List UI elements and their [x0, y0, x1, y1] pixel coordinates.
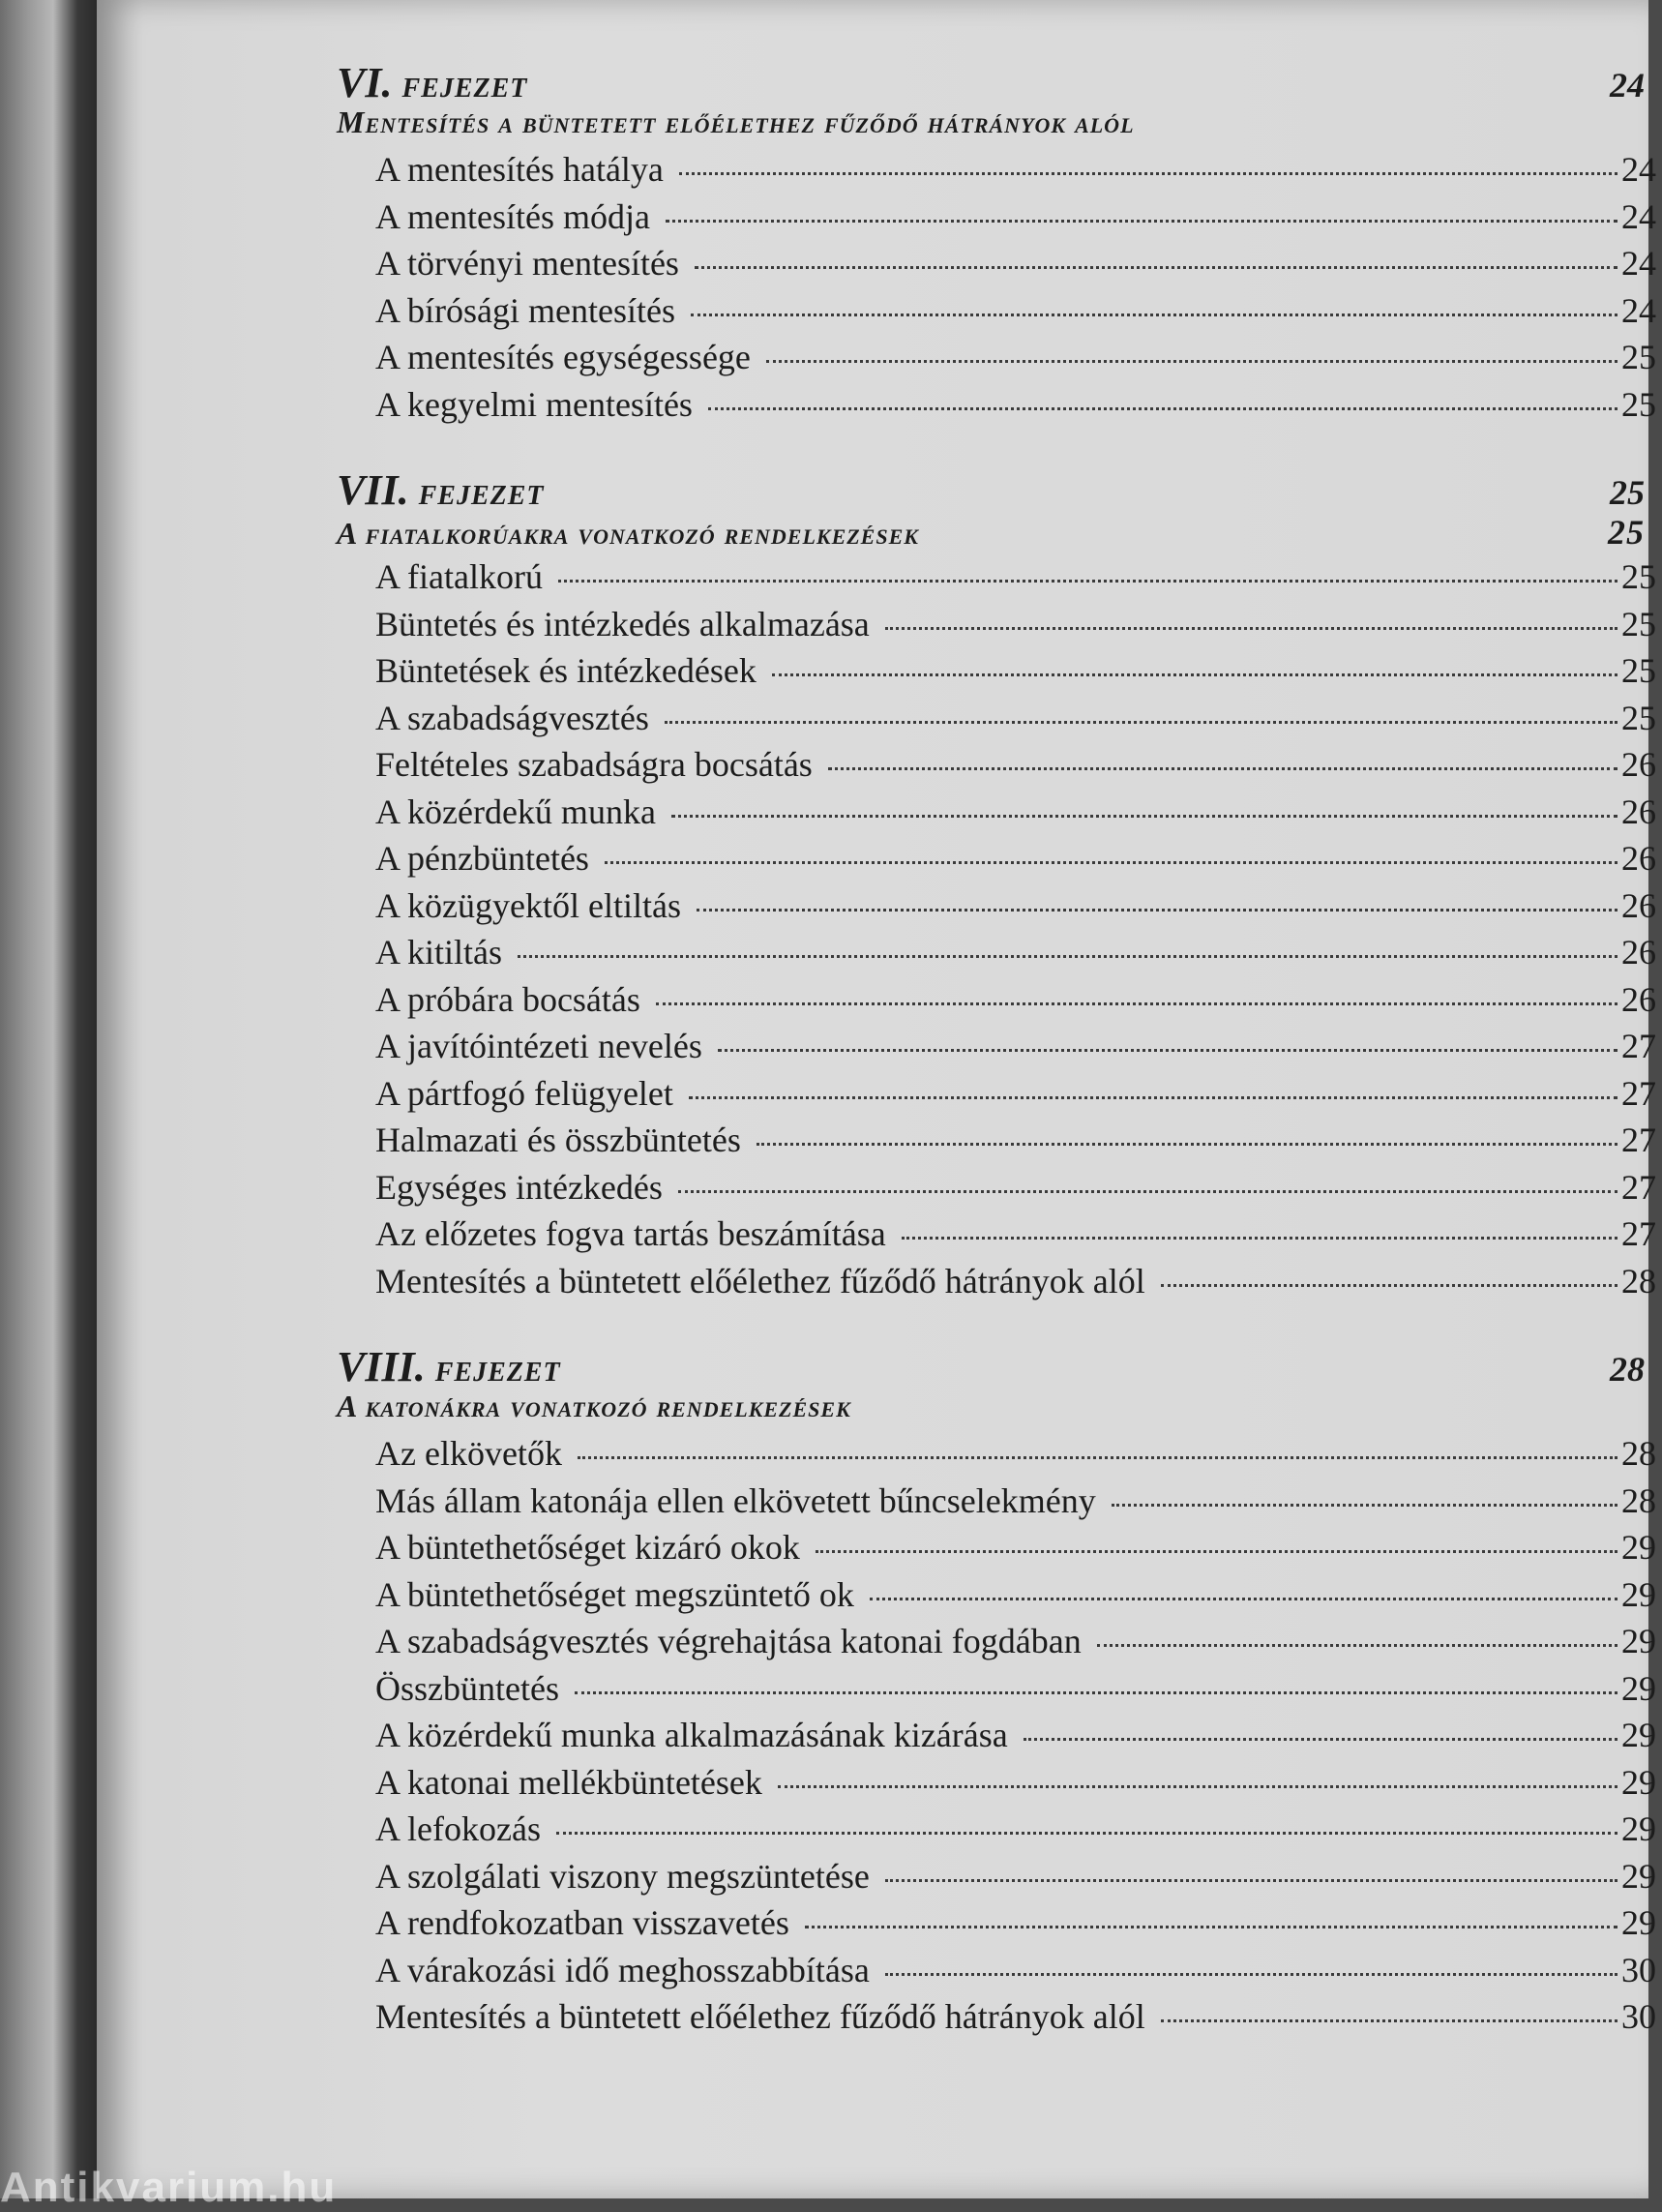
- entry-label: A kitiltás: [375, 933, 503, 971]
- toc-entry: [375, 1213, 1662, 1261]
- entry-list: [337, 149, 1662, 431]
- dot-leader: [1024, 1738, 1617, 1741]
- entry-page-number: 26: [1621, 933, 1656, 971]
- chapter-page-number: 24: [1610, 66, 1645, 105]
- toc-entry: [375, 1668, 1662, 1716]
- entry-page-number: 26: [1621, 745, 1656, 784]
- entry-label: A pártfogó felügyelet: [375, 1073, 673, 1113]
- toc-entry: [375, 1480, 1662, 1528]
- entry-label: A szolgálati viszony megszüntetése: [375, 1856, 870, 1896]
- entry-list: [337, 1433, 1662, 2044]
- entry-page-number: 30: [1621, 1997, 1656, 2036]
- toc-entry: [375, 604, 1662, 651]
- entry-label: A törvényi mentesítés: [375, 244, 679, 283]
- entry-label: Összbüntetés: [375, 1668, 559, 1708]
- dot-leader: [1097, 1644, 1617, 1647]
- entry-page-number: 29: [1621, 1809, 1656, 1848]
- toc-entry: [375, 792, 1662, 839]
- dot-leader: [518, 955, 1617, 958]
- dot-leader: [718, 1049, 1617, 1052]
- entry-label: Más állam katonája ellen elkövetett bűncselekmény: [375, 1480, 1096, 1520]
- dot-leader: [556, 1832, 1617, 1835]
- toc-entry: [375, 196, 1662, 244]
- dot-leader: [870, 1598, 1617, 1600]
- entry-page-number: 26: [1621, 979, 1656, 1019]
- chapter-heading: [337, 58, 1662, 105]
- chapter-title-row: [337, 105, 1662, 149]
- entry-label: A várakozási idő meghosszabbítása: [375, 1950, 870, 1989]
- dot-leader: [757, 1143, 1617, 1146]
- entry-label: Büntetés és intézkedés alkalmazása: [375, 604, 870, 643]
- dot-leader: [605, 861, 1617, 864]
- entry-page-number: 24: [1621, 196, 1656, 236]
- toc-entry: [375, 556, 1662, 604]
- entry-label: A mentesítés módja: [375, 196, 650, 236]
- entry-page-number: 25: [1621, 651, 1656, 690]
- watermark-text: Antikvarium.hu: [0, 2164, 338, 2211]
- dot-leader: [689, 1096, 1617, 1099]
- entry-page-number: 29: [1621, 1762, 1656, 1802]
- dot-leader: [578, 1456, 1617, 1459]
- entry-label: Büntetések és intézkedések: [375, 651, 757, 690]
- dot-leader: [828, 767, 1617, 770]
- dot-leader: [697, 909, 1617, 912]
- dot-leader: [1161, 2019, 1617, 2022]
- chapter-title: A fiatalkorúakra vonatkozó rendelkezések: [337, 516, 919, 551]
- entry-page-number: 29: [1621, 1716, 1656, 1754]
- toc-entry: [375, 1621, 1662, 1668]
- table-of-contents: [337, 58, 1662, 2078]
- entry-label: A büntethetőséget megszüntető ok: [375, 1574, 854, 1614]
- toc-entry: [375, 1950, 1662, 1997]
- entry-label: A katonai mellékbüntetések: [375, 1762, 762, 1802]
- entry-page-number: 29: [1621, 1903, 1656, 1942]
- book-spine: [0, 0, 97, 2198]
- entry-label: A közérdekű munka alkalmazásának kizárása: [375, 1716, 1008, 1754]
- dot-leader: [656, 1002, 1617, 1005]
- toc-entry: [375, 1073, 1662, 1121]
- entry-label: Mentesítés a büntetett előélethez fűződő hátrányok alól: [375, 1997, 1145, 2036]
- entry-label: A büntethetőséget kizáró okok: [375, 1528, 800, 1567]
- dot-leader: [772, 673, 1617, 676]
- dot-leader: [816, 1550, 1617, 1553]
- entry-page-number: 29: [1621, 1622, 1656, 1660]
- chapter-section: [337, 58, 1662, 431]
- entry-page-number: 25: [1621, 557, 1656, 596]
- chapter-word: FEJEZET: [418, 481, 545, 511]
- entry-label: Mentesítés a büntetett előélethez fűződő hátrányok alól: [375, 1261, 1145, 1300]
- entry-page-number: 27: [1621, 1073, 1656, 1113]
- entry-page-number: 26: [1621, 839, 1656, 878]
- toc-entry: [375, 1902, 1662, 1950]
- toc-entry: [375, 290, 1662, 338]
- entry-label: Halmazati és összbüntetés: [375, 1121, 741, 1159]
- dot-leader: [885, 1973, 1617, 1976]
- chapter-title-row: [337, 512, 1662, 556]
- toc-entry: [375, 698, 1662, 745]
- dot-leader: [1161, 1284, 1617, 1287]
- entry-page-number: 27: [1621, 1167, 1656, 1207]
- chapter-word: FEJEZET: [401, 74, 528, 104]
- toc-entry: [375, 1856, 1662, 1903]
- dot-leader: [805, 1926, 1617, 1928]
- chapter-word: FEJEZET: [434, 1358, 561, 1388]
- dot-leader: [695, 266, 1617, 269]
- entry-label: Az elkövetők: [375, 1434, 562, 1473]
- chapter-title: Mentesítés a büntetett előélethez fűződő hátrányok alól: [337, 105, 1135, 139]
- toc-entry: [375, 1527, 1662, 1574]
- toc-entry: [375, 1996, 1662, 2044]
- toc-entry: [375, 932, 1662, 979]
- entry-label: A javítóintézeti nevelés: [375, 1027, 702, 1065]
- toc-entry: [375, 1026, 1662, 1073]
- entry-label: A bírósági mentesítés: [375, 290, 675, 330]
- entry-page-number: 27: [1621, 1214, 1656, 1253]
- entry-page-number: 25: [1621, 698, 1656, 737]
- chapter-page-number: 28: [1610, 1350, 1645, 1389]
- entry-page-number: 24: [1621, 244, 1656, 283]
- dot-leader: [902, 1237, 1617, 1240]
- chapter-section: [337, 1342, 1662, 2044]
- entry-list: [337, 556, 1662, 1307]
- dot-leader: [671, 815, 1617, 818]
- entry-page-number: 25: [1621, 384, 1656, 424]
- chapter-section: [337, 465, 1662, 1307]
- entry-label: A pénzbüntetés: [375, 839, 589, 878]
- dot-leader: [778, 1785, 1617, 1788]
- dot-leader: [885, 1879, 1617, 1882]
- chapter-number: VII.: [337, 466, 409, 514]
- toc-entry: [375, 1167, 1662, 1214]
- entry-page-number: 29: [1621, 1528, 1656, 1567]
- toc-entry: [375, 1715, 1662, 1762]
- entry-label: A kegyelmi mentesítés: [375, 384, 693, 424]
- entry-page-number: 28: [1621, 1434, 1656, 1473]
- entry-page-number: 27: [1621, 1121, 1656, 1159]
- entry-page-number: 24: [1621, 290, 1656, 330]
- chapter-heading: [337, 1342, 1662, 1389]
- chapter-number: VI.: [337, 59, 393, 106]
- toc-entry: [375, 979, 1662, 1027]
- entry-page-number: 26: [1621, 792, 1656, 831]
- chapter-number: VIII.: [337, 1343, 426, 1390]
- dot-leader: [679, 172, 1617, 175]
- toc-entry: [375, 384, 1662, 432]
- toc-entry: [375, 337, 1662, 384]
- entry-page-number: 25: [1621, 604, 1656, 643]
- dot-leader: [691, 314, 1617, 316]
- toc-entry: [375, 1762, 1662, 1809]
- chapter-title-page: 25: [1608, 513, 1645, 552]
- entry-label: A rendfokozatban visszavetés: [375, 1903, 789, 1942]
- entry-label: A fiatalkorú: [375, 557, 543, 596]
- toc-entry: [375, 1574, 1662, 1622]
- entry-label: Az előzetes fogva tartás beszámítása: [375, 1214, 886, 1253]
- toc-entry: [375, 885, 1662, 933]
- dot-leader: [766, 360, 1617, 363]
- toc-entry: [375, 838, 1662, 885]
- entry-page-number: 30: [1621, 1950, 1656, 1989]
- chapter-page-number: 25: [1610, 473, 1645, 512]
- toc-entry: [375, 149, 1662, 196]
- entry-page-number: 25: [1621, 338, 1656, 376]
- entry-label: A szabadságvesztés végrehajtása katonai fogdában: [375, 1622, 1082, 1660]
- entry-label: A mentesítés egységessége: [375, 338, 751, 376]
- chapter-heading: [337, 465, 1662, 512]
- dot-leader: [708, 407, 1617, 410]
- chapter-title-row: [337, 1389, 1662, 1433]
- entry-page-number: 24: [1621, 150, 1656, 189]
- dot-leader: [885, 627, 1617, 630]
- entry-label: A mentesítés hatálya: [375, 150, 664, 189]
- entry-page-number: 28: [1621, 1261, 1656, 1300]
- entry-page-number: 26: [1621, 885, 1656, 925]
- entry-page-number: 29: [1621, 1856, 1656, 1896]
- entry-page-number: 28: [1621, 1480, 1656, 1520]
- entry-label: Egységes intézkedés: [375, 1167, 663, 1207]
- entry-page-number: 29: [1621, 1574, 1656, 1614]
- dot-leader: [1112, 1504, 1617, 1507]
- dot-leader: [575, 1691, 1617, 1694]
- dot-leader: [678, 1190, 1617, 1193]
- dot-leader: [558, 580, 1617, 583]
- toc-entry: [375, 744, 1662, 792]
- entry-page-number: 27: [1621, 1027, 1656, 1065]
- toc-entry: [375, 1261, 1662, 1308]
- toc-entry: [375, 1808, 1662, 1856]
- entry-label: A szabadságvesztés: [375, 698, 649, 737]
- toc-entry: [375, 650, 1662, 698]
- entry-label: A próbára bocsátás: [375, 979, 640, 1019]
- toc-entry: [375, 1433, 1662, 1480]
- toc-entry: [375, 243, 1662, 290]
- entry-label: Feltételes szabadságra bocsátás: [375, 745, 813, 784]
- entry-label: A közügyektől eltiltás: [375, 885, 681, 925]
- chapter-title: A katonákra vonatkozó rendelkezések: [337, 1389, 851, 1423]
- entry-label: A közérdekű munka: [375, 792, 656, 831]
- toc-entry: [375, 1120, 1662, 1167]
- entry-page-number: 29: [1621, 1668, 1656, 1708]
- book-page: [97, 0, 1656, 2198]
- entry-label: A lefokozás: [375, 1809, 541, 1848]
- dot-leader: [665, 721, 1617, 724]
- dot-leader: [666, 220, 1617, 223]
